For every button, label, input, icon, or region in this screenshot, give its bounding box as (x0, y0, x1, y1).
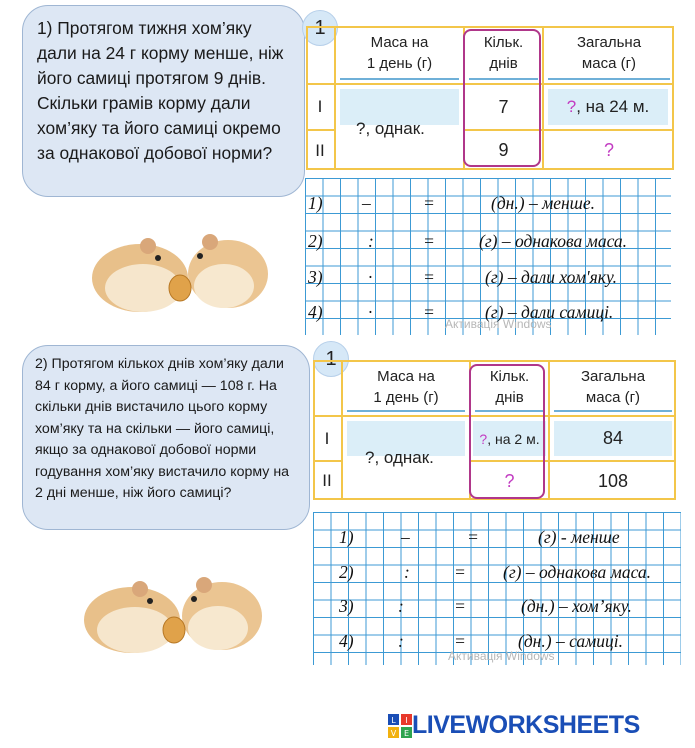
task1-row2-days: 9 (498, 140, 509, 160)
task2-row2-label: II (322, 471, 332, 490)
task2-step-row: 4) : = (дн.) – самиці. (339, 631, 624, 651)
task1-row1-days: 7 (498, 96, 509, 117)
logo-letter-i: I (405, 715, 408, 725)
liveworksheets-logo-text: LIVEWORKSHEETS (412, 711, 640, 739)
hamster-pair-image-bottom (80, 572, 270, 658)
logo-letter-v: V (390, 728, 397, 738)
liveworksheets-logo (388, 711, 640, 740)
task2-watermark: Активація Windows (448, 649, 555, 663)
task1-step-row: 1) – = (дн.) – менше. (308, 193, 596, 213)
liveworksheets-logo-icon (388, 714, 412, 738)
task1-row2-label: II (315, 140, 325, 160)
task1-header-days: Кільк. днів (483, 34, 524, 72)
task1-mass-note: ?, однак. (356, 119, 425, 138)
task2-row1-total: 84 (554, 421, 672, 456)
task2-badge-number: 1 (325, 347, 337, 370)
task2-row1-days-question: ? (479, 430, 488, 447)
task1-row2-total: ? (603, 140, 614, 160)
task1-badge-number: 1 (314, 16, 326, 39)
task1-problem-text: 1) Протягом тижня хом’яку дали на 24 г корму менше, ніж його самиці протягом 9 днів. Скільки грамів корму дали хом’яку та його самиці окремо за однакової добової норми? (37, 18, 284, 163)
task1-days-highlight (463, 29, 541, 167)
task2-header-mass: Маса на 1 день (г) (373, 368, 439, 406)
task2-step-row: 2) : = (г) – однакова маса. (339, 562, 652, 582)
task1-row1-total (548, 89, 668, 125)
task2-row2-total: 108 (597, 470, 629, 491)
task1-step-row: 4) · = (г) – дали самиці. (308, 302, 614, 322)
task2-header-days: Кільк. днів (489, 368, 530, 406)
task2-row1-days-note: , на 2 м. (487, 430, 540, 447)
task1-header-mass: Маса на 1 день (г) (366, 34, 433, 72)
task2-step-row: 1) – = (г) - менше (339, 527, 620, 547)
task2-row2-days: ? (504, 470, 515, 491)
hamster-pair-image-top (88, 228, 278, 316)
task1-watermark: Активація Windows (445, 317, 552, 331)
task2-days-highlight (469, 364, 545, 499)
task2-mass-note: ?, однак. (365, 448, 434, 467)
task1-step-row: 2) : = (г) – однакова маса. (308, 231, 628, 251)
task2-step-row: 3) : = (дн.) – хом’яку. (339, 596, 632, 616)
task1-row1-total-note: , на 24 м. (576, 97, 650, 116)
task2-solution-grid (313, 512, 681, 665)
task2-row1-label: I (324, 428, 330, 448)
task2-header-total: Загальна маса (г) (580, 368, 646, 406)
task1-step-row: 3) · = (г) – дали хом'яку. (308, 267, 618, 287)
task1-problem-bubble (22, 5, 305, 197)
task1-solution-grid (305, 178, 671, 335)
task2-problem-text: 2) Протягом кількох днів хом’яку дали 84 г корму, а його самиці — 108 г. На скільки днів вистачило цього корму хом’яку та на скільки — його самиці, якщо за однакової добової норми годування хом’яку вистачило корму на 2 дні менше, ніж його самиці? (35, 356, 290, 501)
logo-letter-e: E (403, 728, 410, 738)
task1-header-total: Загальна маса (г) (576, 34, 642, 72)
task1-row1-label: I (317, 97, 323, 116)
task2-problem-bubble (22, 345, 310, 530)
task1-row1-total-question: ? (566, 97, 577, 116)
logo-letter-l: L (391, 715, 396, 725)
